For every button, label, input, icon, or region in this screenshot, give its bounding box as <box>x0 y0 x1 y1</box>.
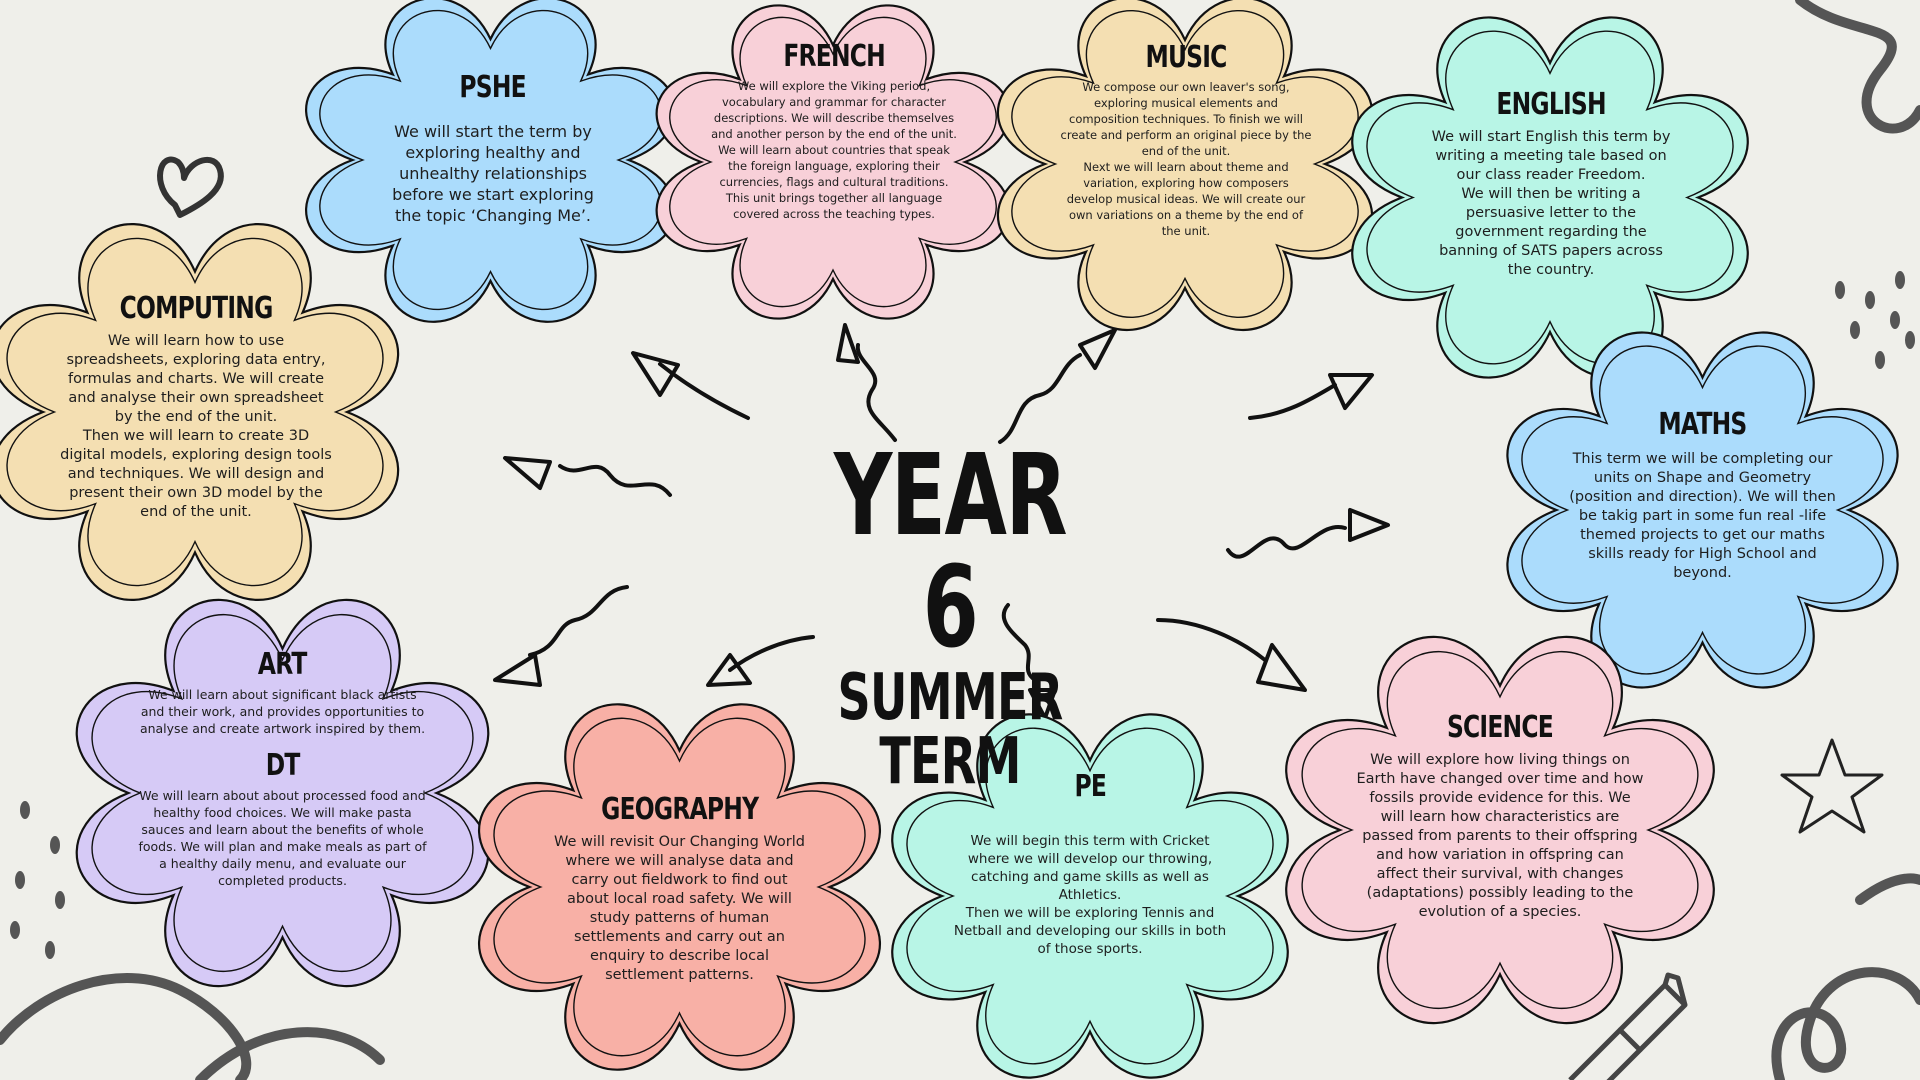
music-body: We compose our own leaver's song, exploring musical elements and composition techniques. To finish we will create and perform an original piece by the end of the unit. Next we will learn about theme and variation, exploring how composers develop musical ideas. We will create our own variations on a theme by the end of the unit. <box>1060 80 1312 238</box>
pshe-title: PSHE <box>459 70 527 105</box>
term-subtitle: SUMMER TERM <box>837 661 1063 799</box>
french-body: We will explore the Viking period, vocabulary and grammar for character descriptions. We will describe themselves and another person by the end of the unit. We will learn about countries that speak the foreign language, exploring their currencies, flags and cultural traditions. This unit brings together all language covered across the teaching types. <box>711 79 957 221</box>
computing-body: We will learn how to use spreadsheets, exploring data entry, formulas and charts. We will create and analyse their own spreadsheet by the end of the unit. Then we will learn to create 3D digital models, exploring design tools and techniques. We will design and present their own 3D model by the end of the unit. <box>60 333 332 520</box>
french-title: FRENCH <box>783 39 885 74</box>
dt-title: DT <box>265 748 300 783</box>
cloud-music <box>1010 5 1360 323</box>
geography-title: GEOGRAPHY <box>600 792 759 827</box>
art-body: We will learn about significant black artists and their work, and provides opportunities to analyse and create artwork inspired by them. <box>139 687 426 736</box>
english-body: We will start English this term by writing a meeting tale based on our class reader Freedom. We will then be writing a persuasive letter to the government regarding the banning of SATS papers across the country. <box>1431 129 1671 278</box>
art-title: ART <box>258 647 307 682</box>
maths-body: This term we will be completing our units on Shape and Geometry (position and direction). We will then be takig part in some fun real -life themed projects to get our maths skills ready for High School and beyond. <box>1569 451 1836 581</box>
english-title: ENGLISH <box>1496 87 1606 122</box>
cloud-science <box>1300 645 1700 1015</box>
cloud-english <box>1365 25 1735 370</box>
dt-body: We will learn about about processed food and healthy food choices. We will make pasta sauces and learn about the benefits of whole foods. We will plan and make meals as part of a healthy daily menu, and evaluate our completed products. <box>138 788 427 888</box>
cloud-computing <box>5 232 385 592</box>
science-body: We will explore how living things on Earth have changed over time and how fossils provide evidence for this. We will learn how characteristics are passed from parents to their offspring and how variation in offspring can affect their survival, with changes (adaptations) possibly leading to the evolution of a species. <box>1356 752 1644 920</box>
pe-title: PE <box>1074 769 1106 804</box>
center-title <box>770 431 1130 799</box>
science-title: SCIENCE <box>1446 710 1554 745</box>
music-title: MUSIC <box>1145 40 1227 75</box>
cloud-art-dt <box>90 608 475 978</box>
maths-title: MATHS <box>1658 407 1747 442</box>
cloud-french <box>668 12 998 312</box>
cloud-maths <box>1520 340 1885 680</box>
computing-title: COMPUTING <box>119 291 273 326</box>
year-title: YEAR 6 <box>833 431 1067 673</box>
pshe-body: We will start the term by exploring healthy and unhealthy relationships before we start exploring the topic ‘Changing Me’. <box>392 122 594 225</box>
pe-body: We will begin this term with Cricket where we will develop our throwing, catching and game skills as well as Athletics. Then we will be exploring Tennis and Netball and developing our skills in both of those sports. <box>953 833 1227 957</box>
geography-body: We will revisit Our Changing World where we will analyse data and carry out fieldwork to find out about local road safety. We will study patterns of human settlements and carry out an enquiry to describe local settlement patterns. <box>554 834 805 983</box>
